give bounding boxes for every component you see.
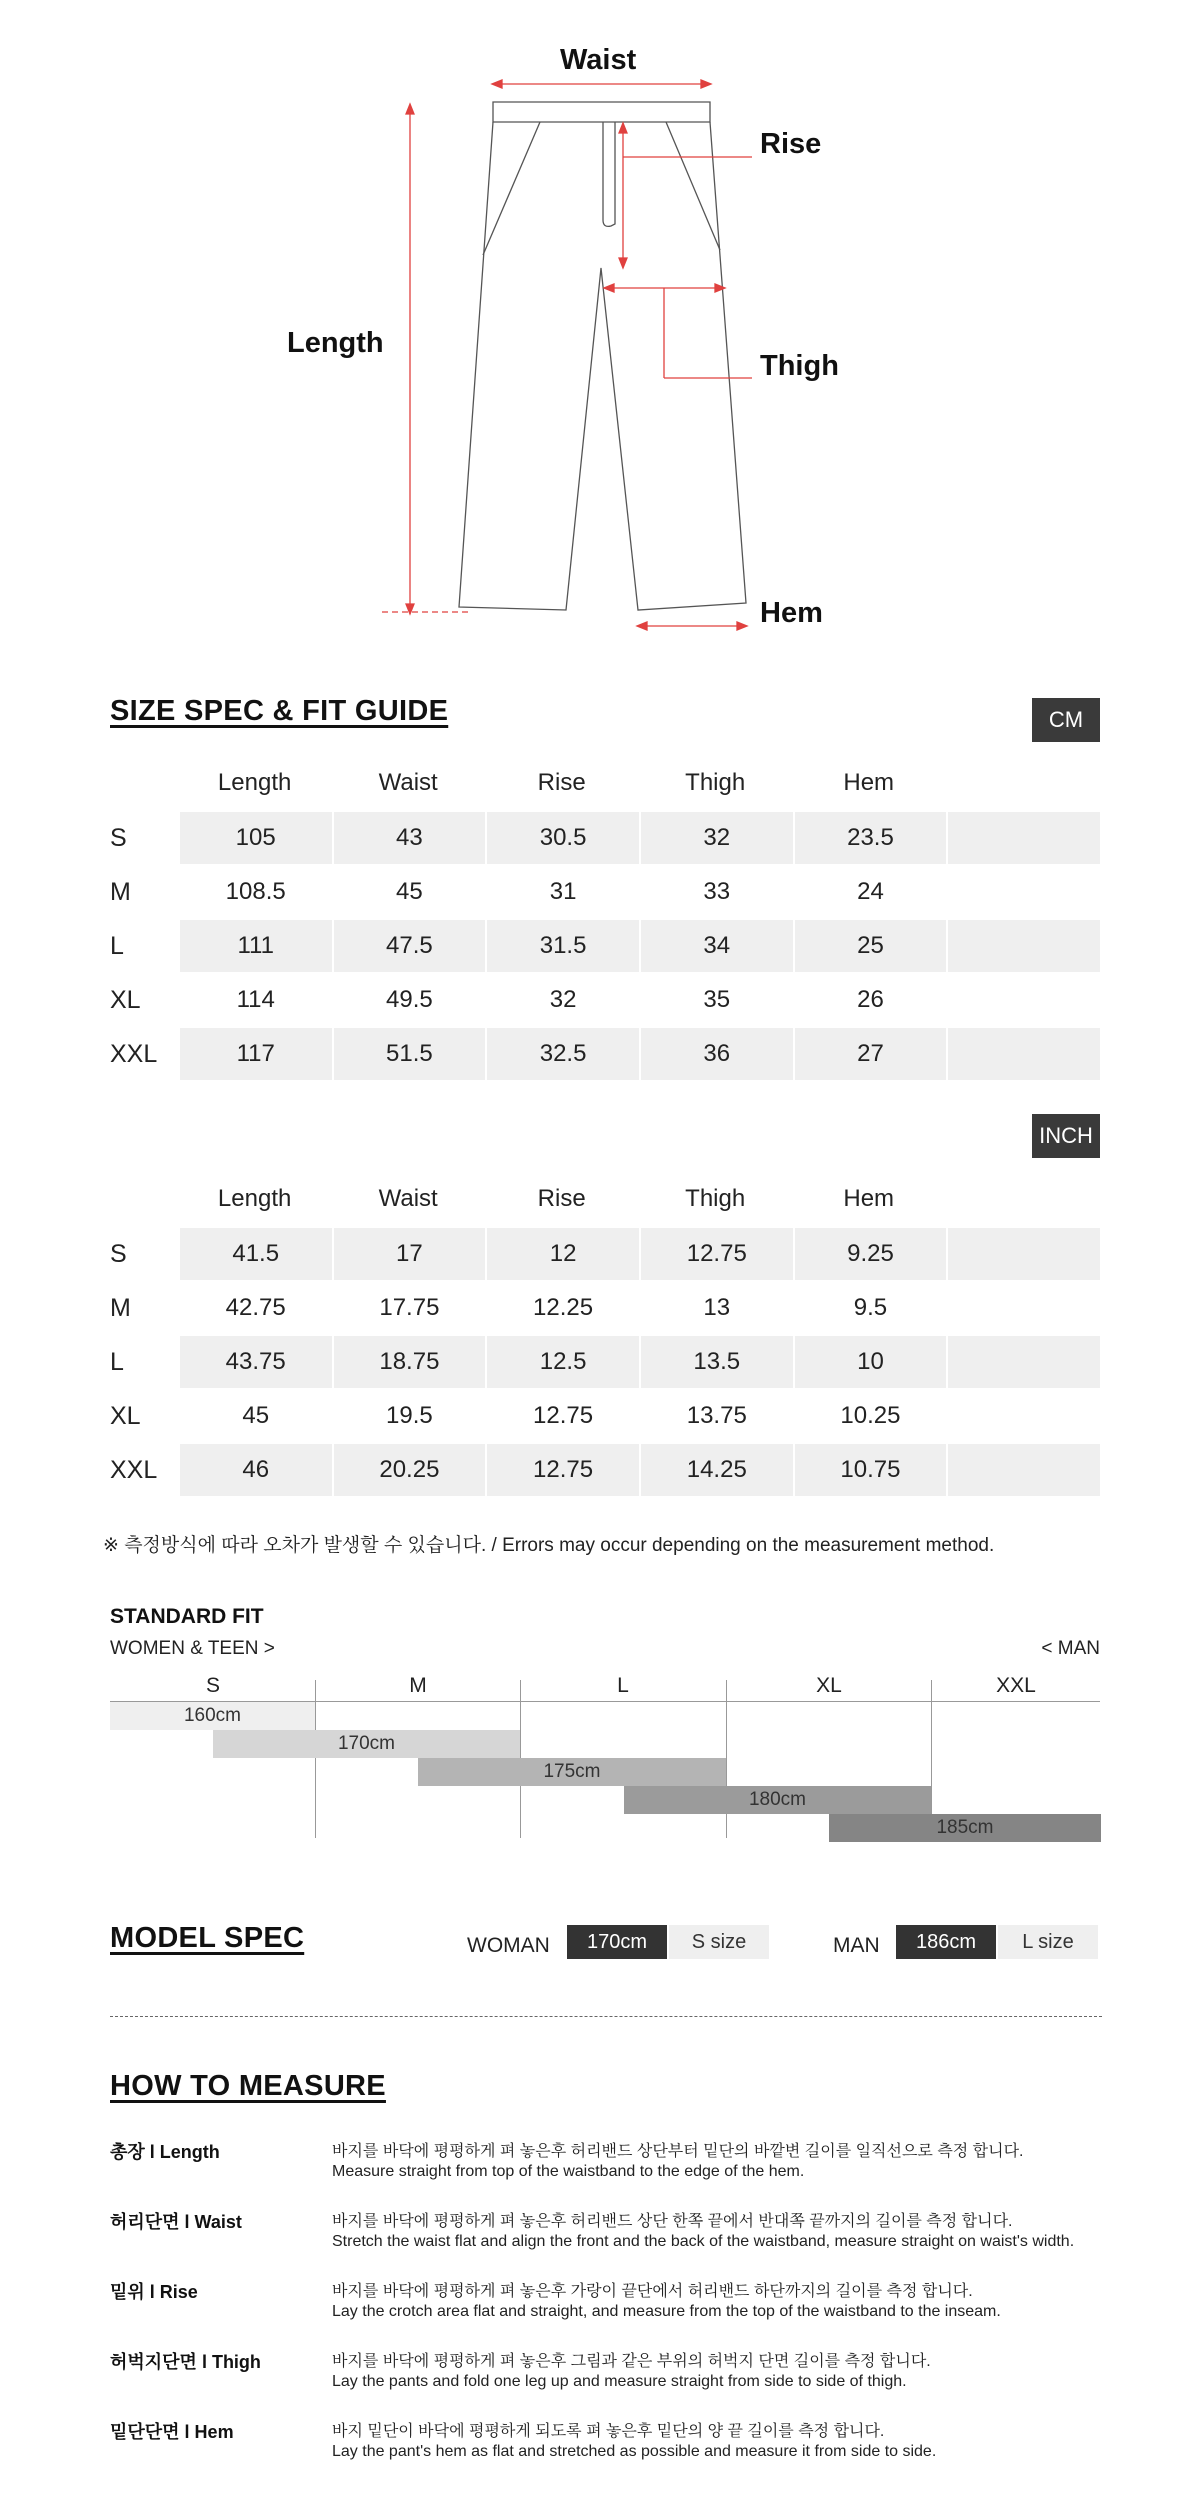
table-cell: 17.75 <box>379 1294 440 1321</box>
hem-label: Hem <box>760 597 823 629</box>
table-cell: 18.75 <box>334 1336 486 1388</box>
size-table-cm <box>110 756 1100 1080</box>
fit-bar-175: 175cm <box>418 1758 726 1786</box>
fit-divider <box>726 1680 727 1838</box>
table-cell <box>948 1390 1100 1442</box>
measure-desc-en: Lay the crotch area flat and straight, and measure from the top of the waistband to the inseam. <box>332 2303 1001 2320</box>
row-size-label: M <box>110 1293 131 1322</box>
table-cell: 19.5 <box>386 1402 433 1429</box>
table-cell: 111 <box>180 920 332 972</box>
table-row <box>110 1336 1100 1388</box>
table-cell: 20.25 <box>334 1444 486 1496</box>
table-cell <box>948 866 1100 918</box>
table-cell: 32.5 <box>487 1028 639 1080</box>
table-cell: 41.5 <box>180 1228 332 1280</box>
column-header <box>946 756 1098 810</box>
column-header: Thigh <box>685 769 746 796</box>
column-header: Length <box>217 769 292 796</box>
model-man-size: L size <box>998 1925 1098 1959</box>
table-cell: 10.75 <box>795 1444 947 1496</box>
measure-desc-ko: 바지 밑단이 바닥에 평평하게 되도록 펴 놓은후 밑단의 양 끝 길이를 측정 합니다. <box>332 2423 885 2440</box>
rise-label: Rise <box>760 128 822 160</box>
column-header: Rise <box>537 769 586 796</box>
table-row <box>110 920 1100 972</box>
table-cell: 12.75 <box>487 1444 639 1496</box>
table-row <box>110 866 1100 918</box>
measure-term: 밑단단면 l Hem <box>110 2422 234 2442</box>
how-to-measure-title: HOW TO MEASURE <box>110 2070 386 2102</box>
model-woman-height: 170cm <box>567 1925 667 1959</box>
model-spec-title: MODEL SPEC <box>110 1922 305 1954</box>
table-cell: 114 <box>236 986 275 1013</box>
section-divider <box>110 2016 1102 2017</box>
column-header: Waist <box>378 1185 438 1212</box>
header-size-col <box>110 756 179 810</box>
table-cell: 26 <box>857 986 884 1013</box>
fit-size-m: M <box>409 1674 427 1697</box>
column-header: Hem <box>843 769 895 796</box>
row-size-label: M <box>110 877 131 906</box>
model-woman-label: WOMAN <box>467 1934 550 1957</box>
table-cell: 10 <box>795 1336 947 1388</box>
table-cell: 17 <box>334 1228 486 1280</box>
row-size-label: XXL <box>110 1039 158 1068</box>
table-cell: 14.25 <box>641 1444 793 1496</box>
standard-fit-title: STANDARD FIT <box>110 1605 264 1628</box>
fit-bar-185: 185cm <box>829 1814 1101 1842</box>
table-cell: 27 <box>795 1028 947 1080</box>
table-cell: 42.75 <box>225 1294 286 1321</box>
measure-desc-en: Stretch the waist flat and align the front and the back of the waistband, measure straight on waist's width. <box>332 2233 1075 2250</box>
measure-desc-ko: 바지를 바닥에 평평하게 펴 놓은후 그림과 같은 부위의 허벅지 단면 길이를 측정 합니다. <box>332 2353 931 2370</box>
table-cell: 9.25 <box>795 1228 947 1280</box>
row-size-label: XXL <box>110 1455 158 1484</box>
measure-desc-ko: 바지를 바닥에 평평하게 펴 놓은후 허리밴드 상단 한쪽 끝에서 반대쪽 끝까지의 길이를 측정 합니다. <box>332 2213 1013 2230</box>
table-cell: 31.5 <box>487 920 639 972</box>
pants-waistband <box>493 102 710 122</box>
table-cell: 45 <box>396 878 423 905</box>
waist-label: Waist <box>560 44 637 76</box>
column-header: Hem <box>843 1185 895 1212</box>
measure-term: 총장 l Length <box>110 2142 220 2162</box>
table-cell: 25 <box>795 920 947 972</box>
table-cell: 33 <box>703 878 731 905</box>
measure-desc-en: Lay the pants and fold one leg up and measure straight from side to side of thigh. <box>332 2373 907 2390</box>
table-cell: 10.25 <box>840 1402 901 1429</box>
table-cell <box>948 812 1100 864</box>
column-header: Waist <box>378 769 438 796</box>
model-man-label: MAN <box>833 1934 880 1957</box>
table-row <box>110 974 1100 1026</box>
row-size-label: S <box>110 823 127 852</box>
table-cell <box>948 1228 1100 1280</box>
table-cell: 12.75 <box>641 1228 793 1280</box>
table-cell: 13.75 <box>686 1402 747 1429</box>
table-cell <box>948 1444 1100 1496</box>
measure-term: 허벅지단면 l Thigh <box>110 2352 261 2372</box>
model-woman-size: S size <box>669 1925 769 1959</box>
table-cell: 49.5 <box>386 986 433 1013</box>
table-cell <box>948 974 1100 1026</box>
length-label: Length <box>287 327 384 359</box>
fit-bar-180: 180cm <box>624 1786 931 1814</box>
table-cell: 13 <box>703 1294 731 1321</box>
table-cell: 32 <box>641 812 793 864</box>
fit-size-s: S <box>205 1674 220 1697</box>
table-header <box>110 756 1100 810</box>
man-label: < MAN <box>1041 1638 1100 1659</box>
thigh-label: Thigh <box>760 350 839 382</box>
table-cell: 105 <box>180 812 332 864</box>
table-row <box>110 1390 1100 1442</box>
table-cell: 30.5 <box>487 812 639 864</box>
table-cell: 45 <box>242 1402 270 1429</box>
fit-bar-170: 170cm <box>213 1730 520 1758</box>
column-header: Length <box>217 1185 292 1212</box>
table-cell: 51.5 <box>334 1028 486 1080</box>
table-cell: 12.25 <box>533 1294 594 1321</box>
measure-desc-ko: 바지를 바닥에 평평하게 펴 놓은후 가랑이 끝단에서 허리밴드 하단까지의 길이를 측정 합니다. <box>332 2283 973 2300</box>
measure-desc-ko: 바지를 바닥에 평평하게 펴 놓은후 허리밴드 상단부터 밑단의 바깥변 길이를 일직선으로 측정 합니다. <box>332 2143 1024 2160</box>
fit-size-xl: XL <box>816 1674 842 1697</box>
table-cell: 108.5 <box>225 878 286 905</box>
table-cell: 12.5 <box>487 1336 639 1388</box>
table-cell: 12 <box>487 1228 639 1280</box>
table-cell: 36 <box>641 1028 793 1080</box>
unit-badge-inch: INCH <box>1032 1114 1100 1158</box>
table-cell: 23.5 <box>795 812 947 864</box>
table-cell: 32 <box>549 986 577 1013</box>
table-cell <box>948 920 1100 972</box>
women-teen-label: WOMEN & TEEN > <box>110 1638 275 1659</box>
measurement-note: ※ 측정방식에 따라 오차가 발생할 수 있습니다. / Errors may occur depending on the measurement method. <box>103 1535 995 1556</box>
row-size-label: S <box>110 1239 127 1268</box>
table-cell: 47.5 <box>334 920 486 972</box>
measure-term: 허리단면 l Waist <box>110 2212 242 2232</box>
size-spec-title: SIZE SPEC & FIT GUIDE <box>110 695 449 727</box>
unit-badge-cm: CM <box>1032 698 1100 742</box>
fit-bar-160: 160cm <box>110 1702 315 1730</box>
table-row <box>110 1282 1100 1334</box>
measure-desc-en: Lay the pant's hem as flat and stretched as possible and measure it from side to side. <box>332 2443 937 2460</box>
table-row <box>110 1228 1100 1280</box>
row-size-label: XL <box>110 1401 141 1430</box>
table-row <box>110 1444 1100 1496</box>
table-cell: 31 <box>549 878 577 905</box>
table-cell: 35 <box>703 986 731 1013</box>
model-man-height: 186cm <box>896 1925 996 1959</box>
row-size-label: L <box>110 931 124 960</box>
column-header <box>946 1172 1098 1226</box>
table-cell: 9.5 <box>853 1294 888 1321</box>
pants-fly <box>603 122 615 226</box>
table-row <box>110 812 1100 864</box>
size-table-inch <box>110 1172 1100 1496</box>
table-header <box>110 1172 1100 1226</box>
measure-term: 밑위 l Rise <box>110 2282 198 2302</box>
column-header: Thigh <box>685 1185 746 1212</box>
table-cell <box>948 1282 1100 1334</box>
column-header: Rise <box>537 1185 586 1212</box>
table-cell <box>948 1028 1100 1080</box>
table-cell: 43.75 <box>180 1336 332 1388</box>
fit-divider <box>315 1680 316 1838</box>
pants-diagram <box>0 0 1200 660</box>
table-cell <box>948 1336 1100 1388</box>
table-cell: 12.75 <box>533 1402 594 1429</box>
table-cell: 24 <box>857 878 884 905</box>
header-size-col <box>110 1172 179 1226</box>
table-cell: 46 <box>180 1444 332 1496</box>
row-size-label: XL <box>110 985 141 1014</box>
table-row <box>110 1028 1100 1080</box>
table-cell: 117 <box>180 1028 332 1080</box>
measure-desc-en: Measure straight from top of the waistband to the edge of the hem. <box>332 2163 805 2180</box>
fit-size-xxl: XXL <box>996 1674 1036 1697</box>
row-size-label: L <box>110 1347 124 1376</box>
table-cell: 43 <box>334 812 486 864</box>
fit-size-l: L <box>617 1674 629 1697</box>
table-cell: 13.5 <box>641 1336 793 1388</box>
table-cell: 34 <box>641 920 793 972</box>
